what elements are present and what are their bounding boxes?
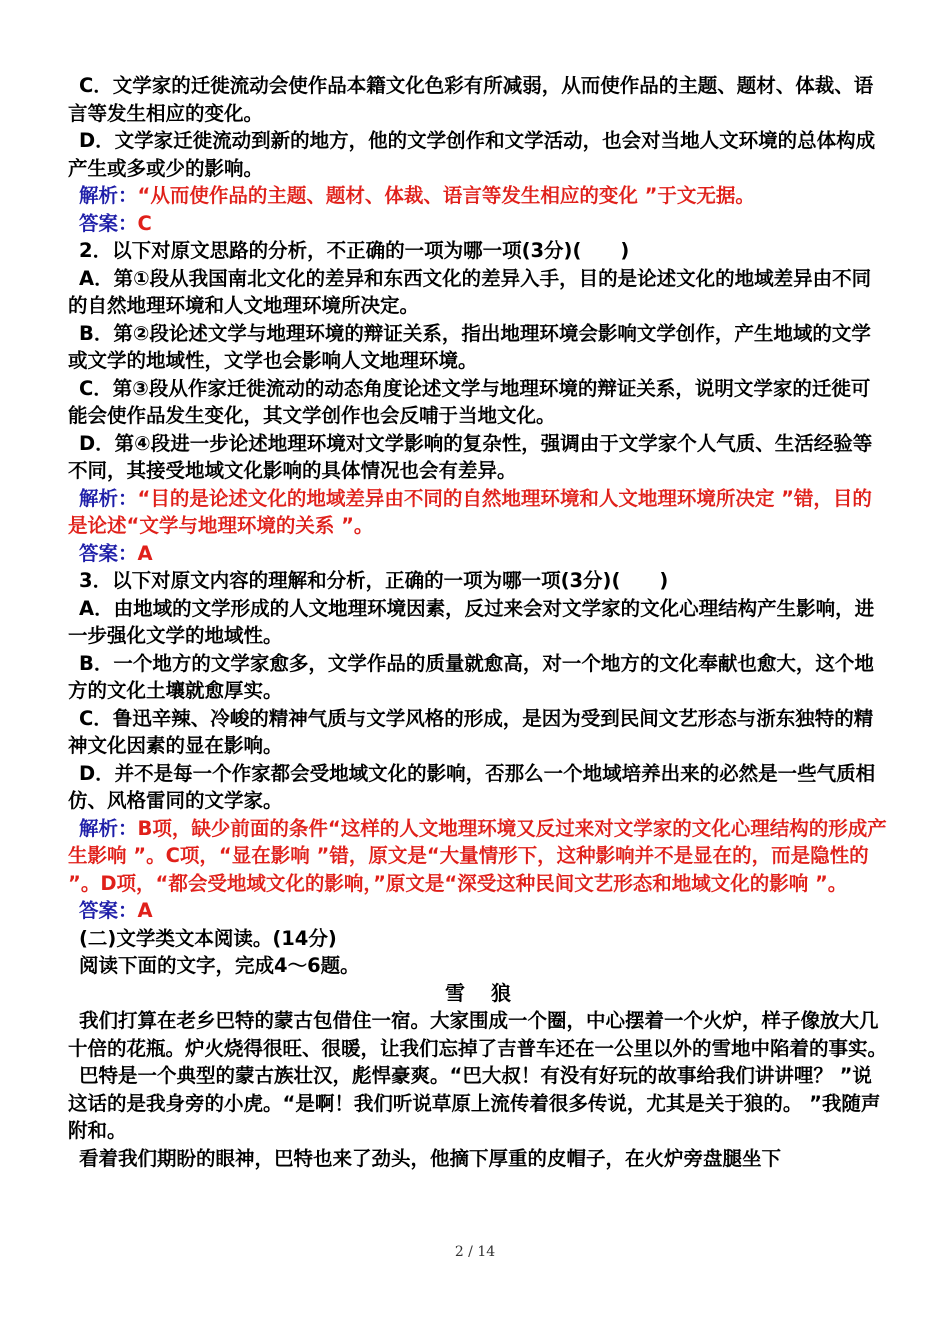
q2-option-c: C．第③段从作家迁徙流动的动态角度论述文学与地理环境的辩证关系，说明文学家的迁徙可能会使作品发生变化，其文学创作也会反哺于当地文化。 bbox=[68, 376, 871, 427]
analysis-text: “目的是论述文化的地域差异由不同的自然地理环境和人文地理环境所决定 ”错，目的是论述“文学与地理环境的关系 ”。 bbox=[68, 486, 872, 537]
analysis-label: 解析： bbox=[79, 486, 138, 510]
q2-analysis bbox=[68, 485, 888, 540]
q3-option-c: C．鲁迅辛辣、冷峻的精神气质与文学风格的形成，是因为受到民间文艺形态与浙东独特的精神文化因素的显在影响。 bbox=[68, 706, 874, 757]
page-number: 2 / 14 bbox=[454, 1244, 496, 1260]
story-paragraph-1: 我们打算在老乡巴特的蒙古包借住一宿。大家围成一个圈，中心摆着一个火炉，样子像放大几十倍的花瓶。炉火烧得很旺、很暖，让我们忘掉了吉普车还在一公里以外的雪地中陷着的事实。 bbox=[68, 1009, 888, 1060]
answer-label: 答案： bbox=[79, 541, 138, 565]
q2-option-b: B．第②段论述文学与地理环境的辩证关系，指出地理环境会影响文学创作，产生地域的文学或文学的地域性，文学也会影响人文地理环境。 bbox=[68, 321, 871, 372]
q3-stem: 3．以下对原文内容的理解和分析，正确的一项为哪一项(3分)( ) bbox=[79, 569, 669, 592]
q2-option-a: A．第①段从我国南北文化的差异和东西文化的差异入手，目的是论述文化的地域差异由不同的自然地理环境和人文地理环境所决定。 bbox=[68, 266, 872, 317]
story-title bbox=[68, 980, 888, 1008]
section-instruction: 阅读下面的文字，完成4～6题。 bbox=[79, 954, 360, 977]
answer-value: A bbox=[137, 899, 153, 922]
story-title-char-2: 狼 bbox=[491, 980, 511, 1005]
analysis-text: “从而使作品的主题、题材、体裁、语言等发生相应的变化 ”于文无据。 bbox=[137, 184, 755, 207]
answer-label: 答案： bbox=[79, 211, 138, 235]
q3-option-a: A．由地域的文学形成的人文地理环境因素，反过来会对文学家的文化心理结构产生影响，进一步强化文学的地域性。 bbox=[68, 596, 875, 647]
q3-answer bbox=[68, 897, 888, 925]
q3-option-d: D．并不是每一个作家都会受地域文化的影响，否那么一个地域培养出来的必然是一些气质相仿、风格雷同的文学家。 bbox=[68, 761, 876, 812]
story-title-char-1: 雪 bbox=[445, 980, 465, 1005]
q1-answer bbox=[68, 210, 888, 238]
story-paragraph-3: 看着我们期盼的眼神，巴特也来了劲头，他摘下厚重的皮帽子，在火炉旁盘腿坐下 bbox=[79, 1146, 782, 1170]
answer-label: 答案： bbox=[79, 899, 138, 922]
story-paragraph-2: 巴特是一个典型的蒙古族壮汉，彪悍豪爽。“巴大叔！有没有好玩的故事给我们讲讲哩？ ”说这话的是我身旁的小虎。“是啊！我们听说草原上流传着很多传说，尤其是关于狼的。 ”我随声附和。 bbox=[68, 1064, 881, 1142]
q3-analysis bbox=[68, 815, 888, 898]
answer-value: A bbox=[137, 541, 153, 565]
section-heading: (二)文学类文本阅读。(14分) bbox=[79, 926, 337, 950]
q3-option-b: B．一个地方的文学家愈多，文学作品的质量就愈高，对一个地方的文化奉献也愈大，这个地方的文化土壤就愈厚实。 bbox=[68, 651, 874, 702]
analysis-label: 解析： bbox=[79, 816, 138, 840]
analysis-text: B项，缺少前面的条件“这样的人文地理环境又反过来对文学家的文化心理结构的形成产生影响 ”。C项，“显在影响 ”错，原文是“大量情形下，这种影响并不是显在的，而是隐性的 ”。D项，“都会受地域文化的影响，”原文是“深受这种民间文艺形态和地域文化的影响 ”。 bbox=[68, 816, 887, 895]
q1-option-c: C．文学家的迁徙流动会使作品本籍文化色彩有所减弱，从而使作品的主题、题材、体裁、语言等发生相应的变化。 bbox=[68, 74, 874, 125]
analysis-label: 解析： bbox=[79, 184, 138, 207]
q2-stem: 2．以下对原文思路的分析，不正确的一项为哪一项(3分)( ) bbox=[79, 239, 630, 262]
q1-analysis bbox=[68, 182, 888, 210]
document-page bbox=[68, 72, 888, 1172]
q2-answer bbox=[68, 540, 888, 568]
q2-option-d: D．第④段进一步论述地理环境对文学影响的复杂性，强调由于文学家个人气质、生活经验等不同，其接受地域文化影响的具体情况也会有差异。 bbox=[68, 431, 873, 482]
q1-option-d: D．文学家迁徙流动到新的地方，他的文学创作和文学活动，也会对当地人文环境的总体构成产生或多或少的影响。 bbox=[68, 129, 876, 180]
answer-value: C bbox=[137, 211, 152, 235]
